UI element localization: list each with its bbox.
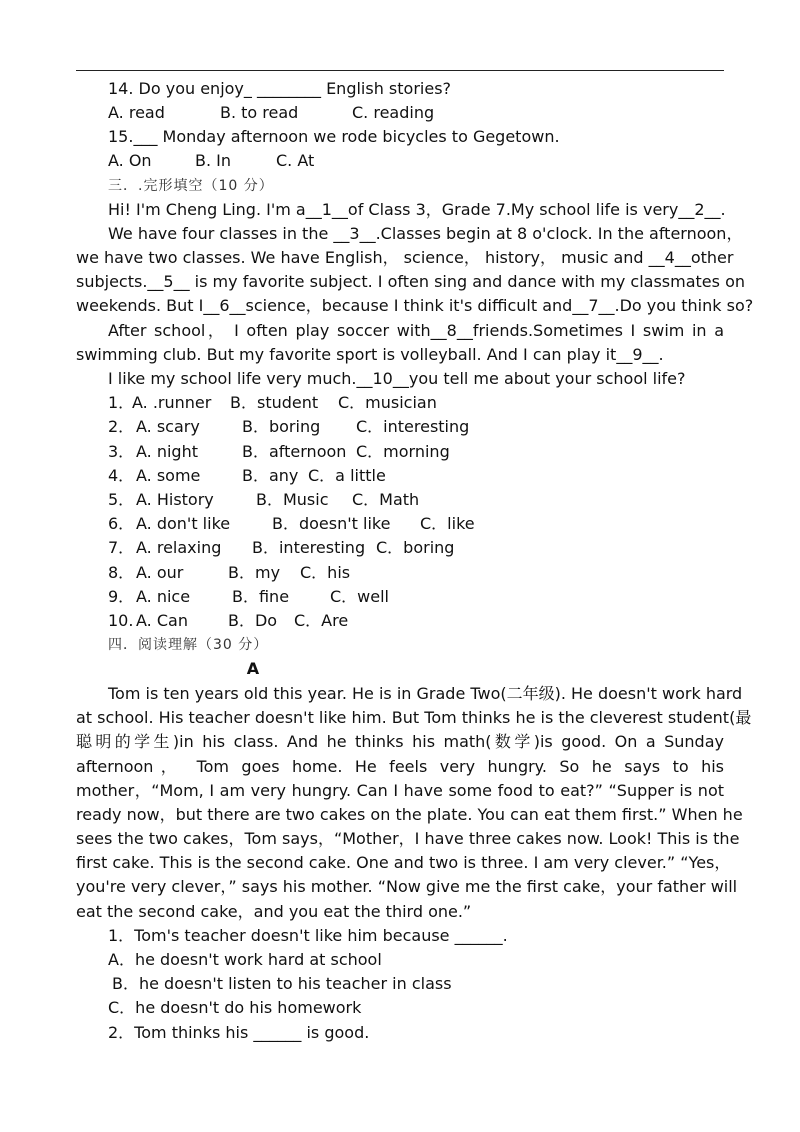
option-c[interactable]: C．morning xyxy=(356,442,450,461)
option-number: 1． xyxy=(108,393,135,412)
option-c[interactable]: C. reading xyxy=(352,103,435,122)
passage-line: ready now，but there are two cakes on the plate. You can eat them first.” When he xyxy=(76,805,743,824)
option-c[interactable]: C．well xyxy=(330,587,389,606)
passage-line: afternoon， Tom goes home. He feels very hungry. So he says to his xyxy=(76,757,724,776)
option-c[interactable]: C．Math xyxy=(352,490,420,509)
question-15: 15.___ Monday afternoon we rode bicycles to Gegetown. xyxy=(108,127,560,146)
option-number: 9． xyxy=(108,587,135,606)
reading-question-1: 1．Tom's teacher doesn't like him because ______. xyxy=(108,926,508,945)
option-a[interactable]: A. Can xyxy=(136,611,188,630)
option-number: 10. xyxy=(108,611,134,630)
option-b[interactable]: B. In xyxy=(195,151,232,170)
option-a[interactable]: A. night xyxy=(136,442,198,461)
option-b[interactable]: B．boring xyxy=(242,417,321,436)
option-a[interactable]: A. don't like xyxy=(136,514,231,533)
option-b[interactable]: B．Do xyxy=(228,611,278,630)
section-3-title: 三．.完形填空（10 分） xyxy=(108,178,274,194)
option-b[interactable]: B．fine xyxy=(232,587,290,606)
option-c[interactable]: C．interesting xyxy=(356,417,470,436)
option-a[interactable]: A. On xyxy=(108,151,152,170)
option-number: 8． xyxy=(108,563,135,582)
option-b[interactable]: B. to read xyxy=(220,103,299,122)
cloze-line: subjects.__5__ is my favorite subject. I often sing and dance with my classmates on xyxy=(76,272,745,291)
option-a[interactable]: A. relaxing xyxy=(136,538,222,557)
option-b[interactable]: B．student xyxy=(230,393,319,412)
cloze-line: We have four classes in the __3__.Classes begin at 8 o'clock. In the afternoon， xyxy=(108,224,743,243)
question-14: 14. Do you enjoy_ ________ English stories? xyxy=(108,79,452,98)
passage-line: eat the second cake，and you eat the third one.” xyxy=(76,902,472,921)
cloze-line: weekends. But I__6__science，because I think it's difficult and__7__.Do you think so? xyxy=(76,296,754,315)
option-number: 6． xyxy=(108,514,135,533)
passage-line: Tom is ten years old this year. He is in Grade Two(二年级). He doesn't work hard xyxy=(108,684,743,703)
option-c[interactable]: C．musician xyxy=(338,393,437,412)
section-4-title: 四．阅读理解（30 分） xyxy=(108,637,269,653)
cloze-line: I like my school life very much.__10__you tell me about your school life? xyxy=(108,369,686,388)
option-a[interactable]: A. our xyxy=(136,563,184,582)
option-c[interactable]: C．his xyxy=(300,563,351,582)
cloze-line: we have two classes. We have English， science， history， music and __4__other xyxy=(76,248,734,267)
option-c[interactable]: C. At xyxy=(276,151,315,170)
reading-question-2: 2．Tom thinks his ______ is good. xyxy=(108,1023,370,1042)
option-number: 3． xyxy=(108,442,135,461)
reading-q1-option-b[interactable]: B．he doesn't listen to his teacher in class xyxy=(112,974,452,993)
passage-line: sees the two cakes，Tom says，“Mother，I have three cakes now. Look! This is the xyxy=(76,829,740,848)
option-b[interactable]: B．my xyxy=(228,563,281,582)
option-a[interactable]: A. read xyxy=(108,103,165,122)
passage-line: mother，“Mom, I am very hungry. Can I have some food to eat?” “Supper is not xyxy=(76,781,724,800)
option-a[interactable]: A. some xyxy=(136,466,201,485)
option-a[interactable]: A. .runner xyxy=(132,393,212,412)
cloze-line: Hi! I'm Cheng Ling. I'm a__1__of Class 3，Grade 7.My school life is very__2__. xyxy=(108,200,726,219)
passage-line: you're very clever，” says his mother. “Now give me the first cake，your father will xyxy=(76,877,738,896)
reading-q1-option-c[interactable]: C．he doesn't do his homework xyxy=(108,998,362,1017)
option-b[interactable]: B．Music xyxy=(256,490,329,509)
cloze-line: After school， I often play soccer with__8__friends.Sometimes I swim in a xyxy=(108,321,724,340)
option-number: 7． xyxy=(108,538,135,557)
passage-line: 聪明的学生)in his class. And he thinks his math(数学)is good. On a Sunday xyxy=(76,732,724,751)
option-a[interactable]: A. scary xyxy=(136,417,200,436)
option-b[interactable]: B．afternoon xyxy=(242,442,347,461)
option-b[interactable]: B．any xyxy=(242,466,299,485)
reading-q1-option-a[interactable]: A．he doesn't work hard at school xyxy=(108,950,382,969)
option-c[interactable]: C．boring xyxy=(376,538,455,557)
option-a[interactable]: A. nice xyxy=(136,587,191,606)
option-number: 2． xyxy=(108,417,135,436)
option-number: 4． xyxy=(108,466,135,485)
option-a[interactable]: A. History xyxy=(136,490,214,509)
header-rule xyxy=(76,70,724,71)
option-number: 5． xyxy=(108,490,135,509)
option-b[interactable]: B．doesn't like xyxy=(272,514,391,533)
cloze-line: swimming club. But my favorite sport is volleyball. And I can play it__9__. xyxy=(76,345,664,364)
option-c[interactable]: C．like xyxy=(420,514,475,533)
passage-line: first cake. This is the second cake. One and two is three. I am very clever.” “Yes， xyxy=(76,853,731,872)
option-c[interactable]: C．a little xyxy=(308,466,386,485)
option-c[interactable]: C．Are xyxy=(294,611,349,630)
option-b[interactable]: B．interesting xyxy=(252,538,366,557)
passage-line: at school. His teacher doesn't like him. But Tom thinks he is the cleverest student(最 xyxy=(76,708,752,727)
passage-label: A xyxy=(246,659,260,678)
